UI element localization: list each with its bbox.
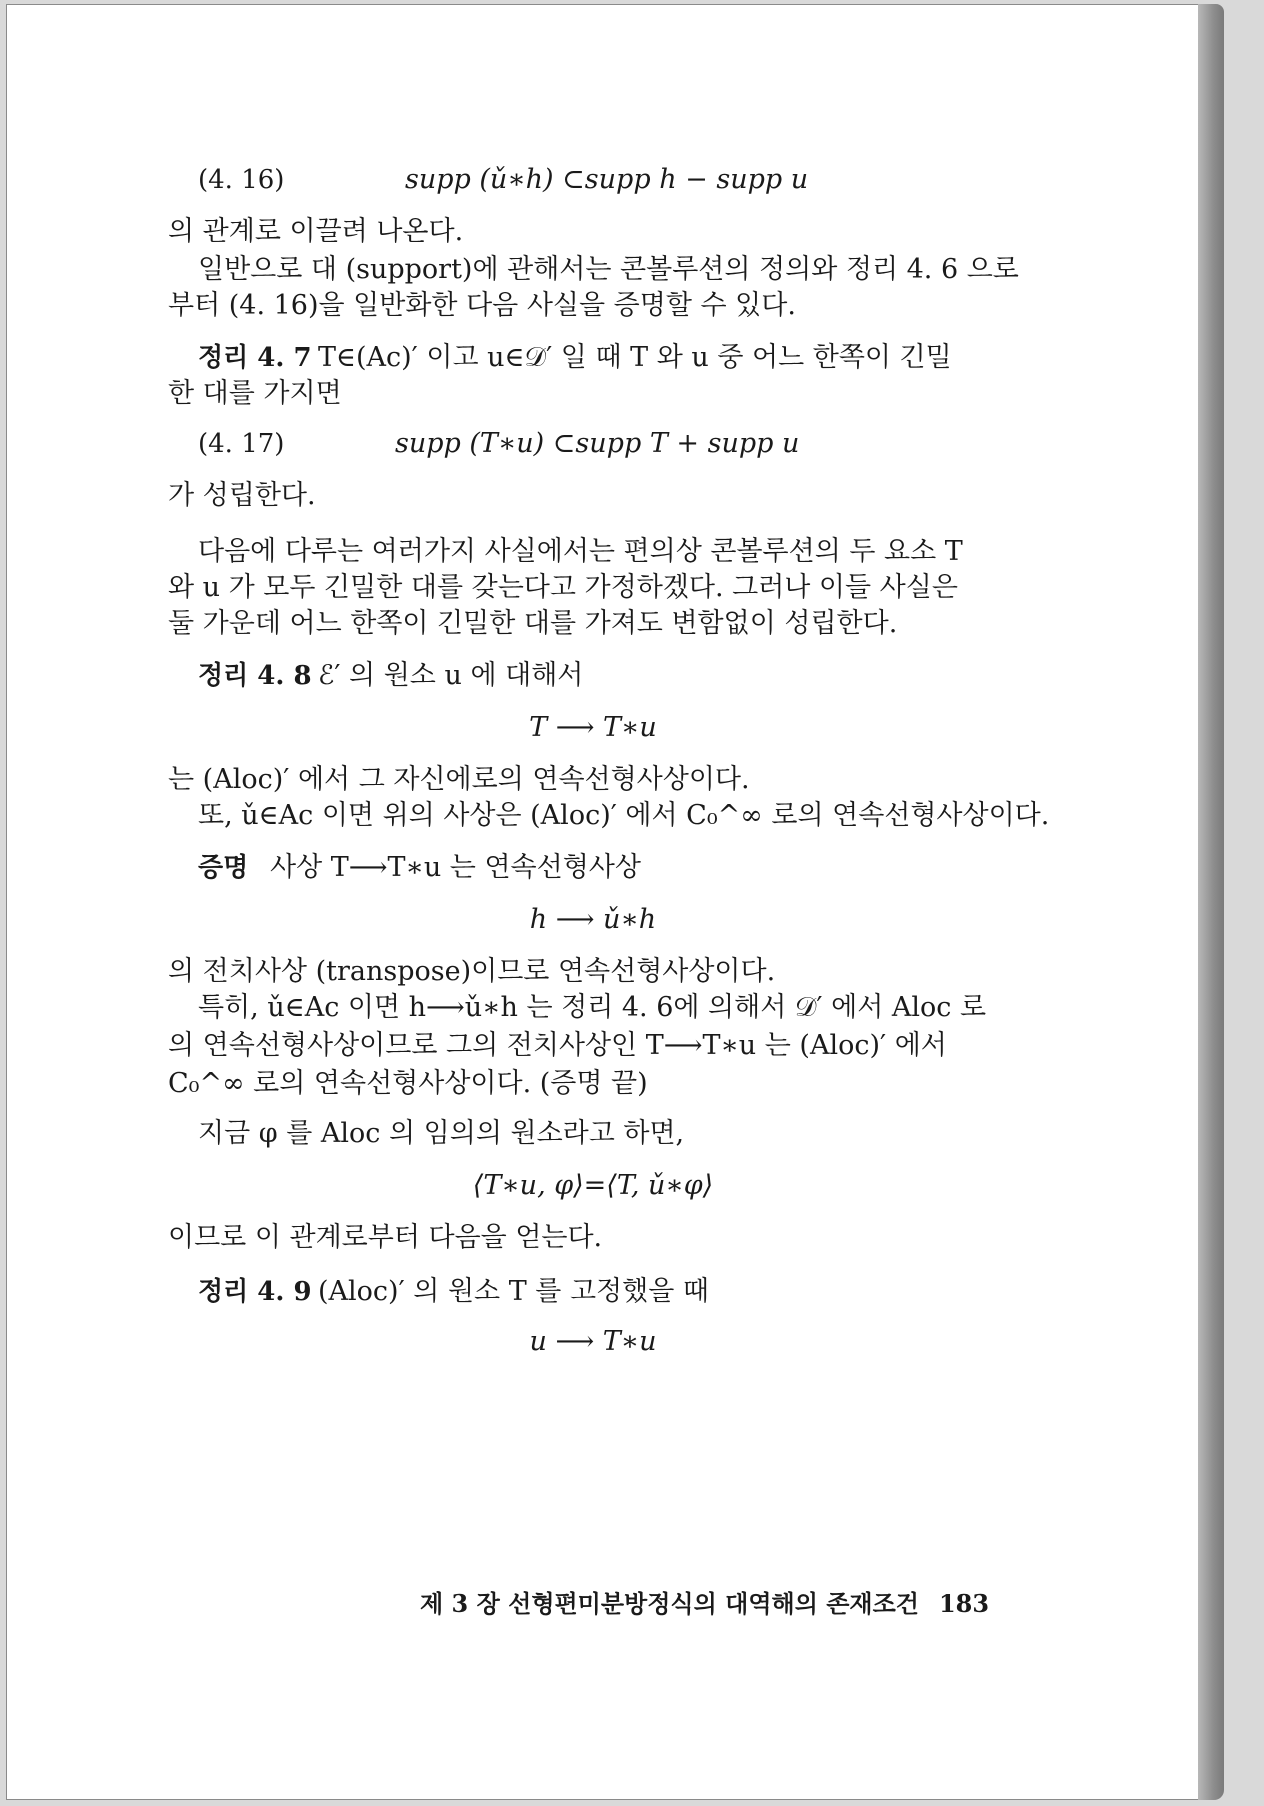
proof-label: 증명 xyxy=(198,853,249,883)
theorem-4-7-text: T∈(Ac)′ 이고 u∈𝒟′ 일 때 T 와 u 중 어느 한쪽이 긴밀 xyxy=(318,342,952,373)
paragraph-line: 이므로 이 관계로부터 다음을 얻는다. xyxy=(168,1222,603,1253)
paragraph-line: 일반으로 대 (support)에 관해서는 콘볼루션의 정의와 정리 4. 6 으로 xyxy=(198,254,1019,285)
chapter-title: 제 3 장 선형편미분방정식의 대역해의 존재조건 xyxy=(420,1589,919,1618)
display-equation-map-T: T ⟶ T∗u xyxy=(529,712,657,743)
paragraph-line: 둘 가운데 어느 한쪽이 긴밀한 대를 가져도 변함없이 성립한다. xyxy=(168,608,898,639)
paragraph-line: C₀^∞ 로의 연속선형사상이다. (증명 끝) xyxy=(168,1068,648,1099)
paragraph-line: 특히, ǔ∈Ac 이면 h⟶ǔ∗h 는 정리 4. 6에 의해서 𝒟′ 에서 Aloc 로 xyxy=(198,992,987,1023)
paragraph-line: 의 연속선형사상이므로 그의 전치사상인 T⟶T∗u 는 (Aloc)′ 에서 xyxy=(168,1030,947,1061)
display-equation-pairing: ⟨T∗u, φ⟩=⟨T, ǔ∗φ⟩ xyxy=(472,1170,714,1201)
proof-text: 사상 T⟶T∗u 는 연속선형사상 xyxy=(270,852,641,883)
paragraph-line: 지금 φ 를 Aloc 의 임의의 원소라고 하면, xyxy=(198,1118,685,1149)
display-equation-map-h: h ⟶ ǔ∗h xyxy=(529,904,657,935)
theorem-4-8-label: 정리 4. 8 xyxy=(198,661,312,691)
theorem-4-8-text: ℰ′ 의 원소 u 에 대해서 xyxy=(318,660,584,691)
page-number: 183 xyxy=(938,1589,990,1618)
paragraph-line: 가 성립한다. xyxy=(168,480,316,511)
page-footer xyxy=(420,1588,989,1620)
paragraph-line: 의 전치사상 (transpose)이므로 연속선형사상이다. xyxy=(168,956,776,987)
paragraph-line: 의 관계로 이끌려 나온다. xyxy=(168,216,464,247)
equation-number-4-16: (4. 16) xyxy=(198,165,285,195)
page-edge-shadow xyxy=(1198,4,1224,1800)
paragraph-line: 다음에 다루는 여러가지 사실에서는 편의상 콘볼루션의 두 요소 T xyxy=(198,536,963,567)
equation-number-4-17: (4. 17) xyxy=(198,429,285,459)
paragraph-line: 또, ǔ∈Ac 이면 위의 사상은 (Aloc)′ 에서 C₀^∞ 로의 연속선형사상이다. xyxy=(198,800,1050,831)
equation-4-17: supp (T∗u) ⊂supp T + supp u xyxy=(395,428,800,459)
theorem-4-9-label: 정리 4. 9 xyxy=(198,1277,312,1307)
paragraph-line: 부터 (4. 16)을 일반화한 다음 사실을 증명할 수 있다. xyxy=(168,290,796,321)
theorem-4-9-text: (Aloc)′ 의 원소 T 를 고정했을 때 xyxy=(318,1276,709,1307)
paragraph-line: 와 u 가 모두 긴밀한 대를 갖는다고 가정하겠다. 그러나 이들 사실은 xyxy=(168,572,958,603)
equation-4-16: supp (ǔ∗h) ⊂supp h − supp u xyxy=(405,164,809,195)
theorem-4-7-text-continued: 한 대를 가지면 xyxy=(168,378,342,409)
display-equation-map-u: u ⟶ T∗u xyxy=(529,1326,657,1357)
paragraph-line: 는 (Aloc)′ 에서 그 자신에로의 연속선형사상이다. xyxy=(168,764,750,795)
theorem-4-7-label: 정리 4. 7 xyxy=(198,343,312,373)
